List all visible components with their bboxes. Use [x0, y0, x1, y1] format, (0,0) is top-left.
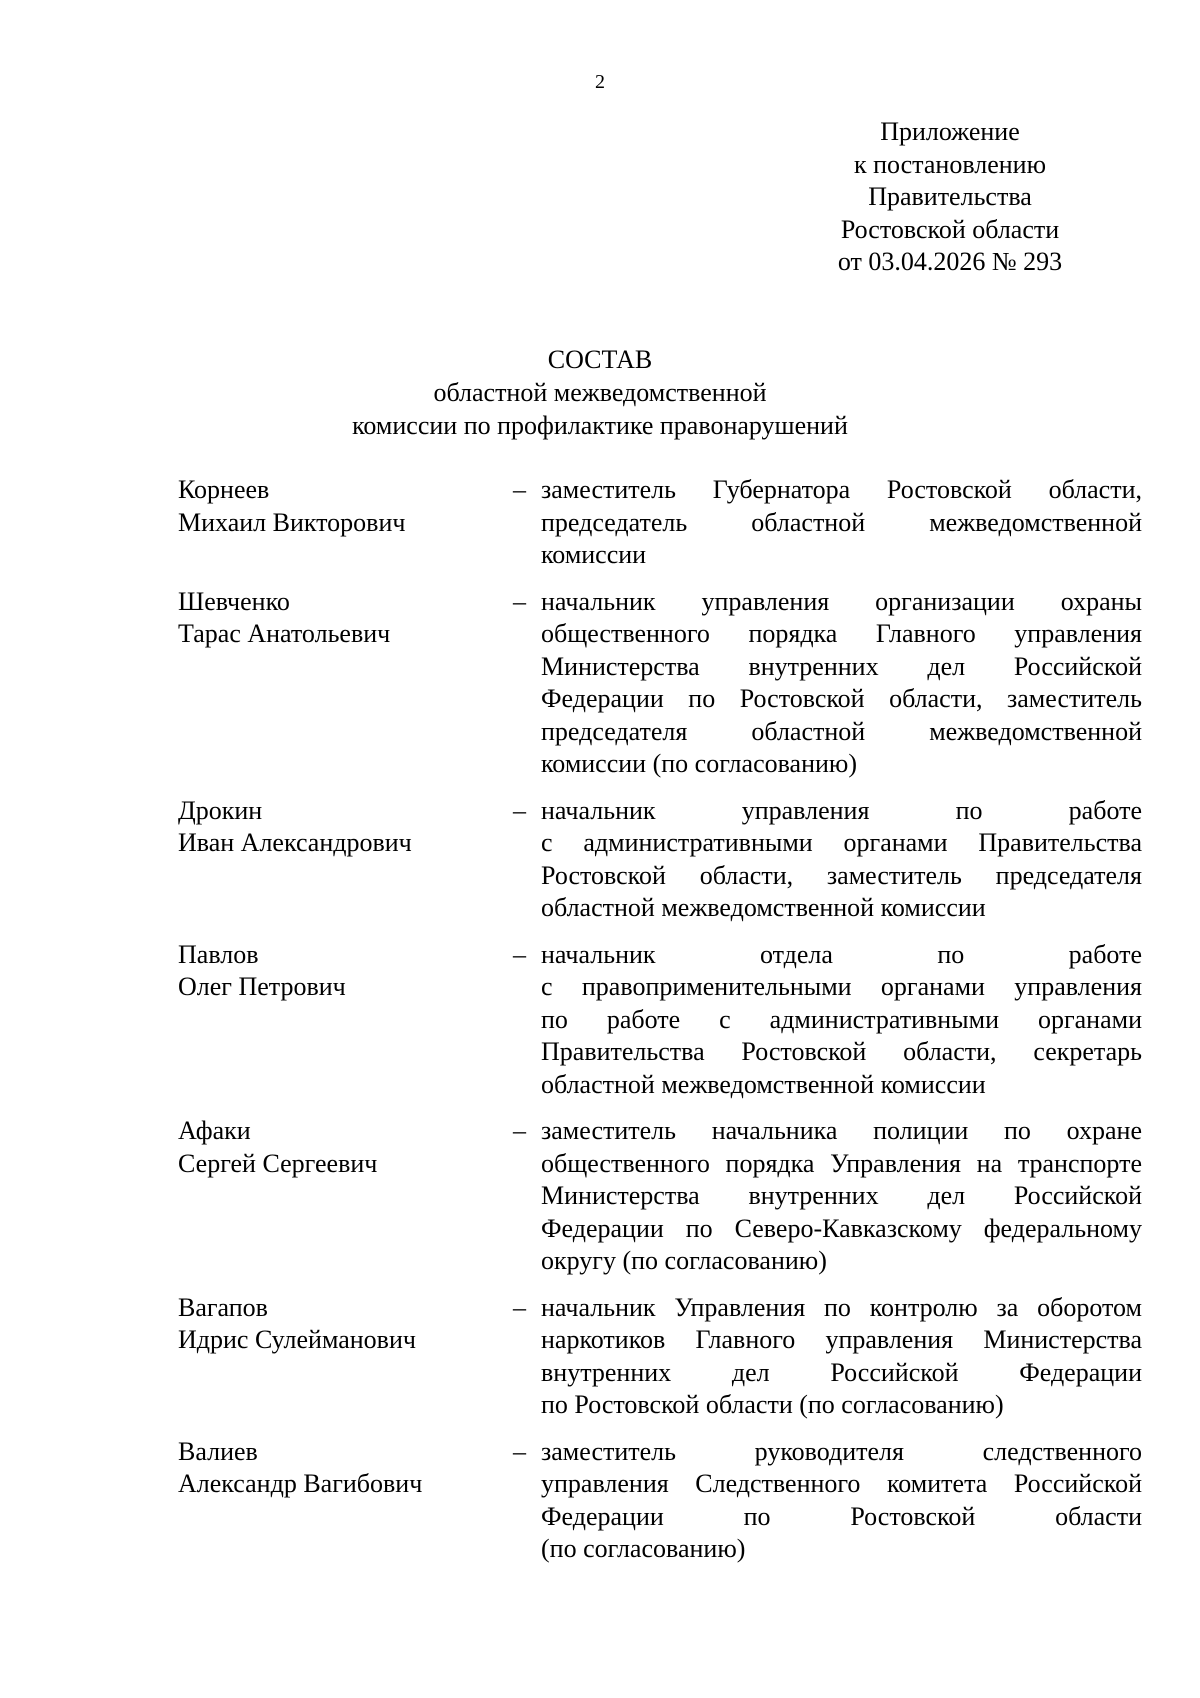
member-given-name: Олег Петрович [178, 972, 346, 1001]
member-entry [178, 939, 1142, 1102]
appendix-line: от 03.04.2026 № 293 [837, 247, 1063, 276]
member-role [541, 474, 1142, 572]
member-dash: – [513, 586, 526, 616]
role-line: по работе с административными органами [541, 1004, 1142, 1034]
member-role [541, 795, 1142, 925]
role-line: Федерации по Ростовской области, заместитель [541, 684, 1142, 713]
role-line: наркотиков Главного управления Министерства [541, 1325, 1142, 1354]
member-name [178, 1436, 513, 1566]
member-surname: Шевченко [178, 586, 290, 616]
appendix-line: к постановлению [853, 149, 1047, 179]
member-given-name: Идрис Сулейманович [178, 1325, 416, 1354]
role-line: комиссии [541, 540, 647, 569]
member-name [178, 795, 513, 925]
role-line: председателя областной межведомственной [541, 716, 1142, 746]
role-line: начальник управления по работе [541, 795, 1142, 825]
member-role [541, 1292, 1142, 1422]
role-line: заместитель начальника полиции по охране [541, 1116, 1142, 1145]
members-list [178, 474, 1142, 1566]
role-line: (по согласованию) [541, 1534, 746, 1563]
title-heading: СОСТАВ [547, 345, 653, 374]
appendix-line: Ростовской области [840, 214, 1060, 244]
page-number: 2 [595, 71, 605, 93]
member-name [178, 1292, 513, 1422]
title-line: областной межведомственной [433, 378, 767, 407]
role-line: начальник управления организации охраны [541, 586, 1142, 616]
role-line: начальник отдела по работе [541, 939, 1142, 969]
member-dash: – [513, 1292, 526, 1322]
role-line: по Ростовской области (по согласованию) [541, 1390, 1004, 1419]
member-given-name: Иван Александрович [178, 828, 412, 857]
member-dash: – [513, 1436, 526, 1466]
role-line: общественного порядка Управления на транспорте [541, 1148, 1142, 1178]
member-surname: Павлов [178, 939, 259, 969]
member-name [178, 1115, 513, 1278]
member-role [541, 586, 1142, 781]
appendix-line: Правительства [868, 182, 1032, 211]
member-dash: – [513, 475, 526, 504]
member-given-name: Тарас Анатольевич [178, 619, 391, 648]
member-surname: Валиев [178, 1436, 258, 1466]
member-given-name: Михаил Викторович [178, 507, 406, 537]
member-given-name: Александр Вагибович [178, 1469, 423, 1498]
role-line: Федерации по Северо-Кавказскому федеральному [541, 1213, 1142, 1243]
role-line: председатель областной межведомственной [541, 507, 1142, 537]
role-line: заместитель Губернатора Ростовской области, [541, 475, 1142, 504]
member-entry [178, 795, 1142, 925]
member-surname: Вагапов [178, 1292, 268, 1322]
role-line: заместитель руководителя следственного [541, 1436, 1142, 1466]
role-line: округу (по согласованию) [541, 1246, 827, 1275]
member-name [178, 586, 513, 781]
role-line: областной межведомственной комиссии [541, 893, 986, 922]
member-name [178, 939, 513, 1102]
role-line: областной межведомственной комиссии [541, 1069, 986, 1099]
member-surname: Корнеев [178, 475, 270, 504]
member-given-name: Сергей Сергеевич [178, 1148, 378, 1178]
role-line: с правоприменительными органами управления [541, 972, 1142, 1001]
member-entry [178, 1436, 1142, 1566]
role-line: Правительства Ростовской области, секретарь [541, 1037, 1142, 1066]
appendix-block [800, 116, 1100, 279]
role-line: с административными органами Правительства [541, 828, 1142, 857]
member-dash: – [513, 939, 526, 969]
member-surname: Афаки [178, 1116, 251, 1145]
role-line: общественного порядка Главного управления [541, 619, 1142, 648]
member-entry [178, 1292, 1142, 1422]
role-line: Министерства внутренних дел Российской [541, 651, 1142, 681]
role-line: внутренних дел Российской Федерации [541, 1357, 1142, 1387]
member-dash: – [513, 795, 526, 825]
role-line: Ростовской области, заместитель председателя [541, 860, 1142, 890]
member-entry [178, 474, 1142, 572]
appendix-line: Приложение [880, 117, 1020, 146]
member-role [541, 939, 1142, 1102]
member-entry [178, 586, 1142, 781]
member-role [541, 1115, 1142, 1278]
role-line: управления Следственного комитета Российской [541, 1469, 1142, 1498]
member-surname: Дрокин [178, 795, 263, 825]
role-line: Федерации по Ростовской области [541, 1501, 1142, 1531]
document-title [0, 343, 1200, 442]
role-line: начальник Управления по контролю за оборотом [541, 1292, 1142, 1322]
title-line: комиссии по профилактике правонарушений [352, 411, 848, 440]
member-dash: – [513, 1116, 526, 1145]
member-name [178, 474, 513, 572]
member-entry [178, 1115, 1142, 1278]
member-role [541, 1436, 1142, 1566]
role-line: Министерства внутренних дел Российской [541, 1181, 1142, 1210]
role-line: комиссии (по согласованию) [541, 749, 857, 778]
